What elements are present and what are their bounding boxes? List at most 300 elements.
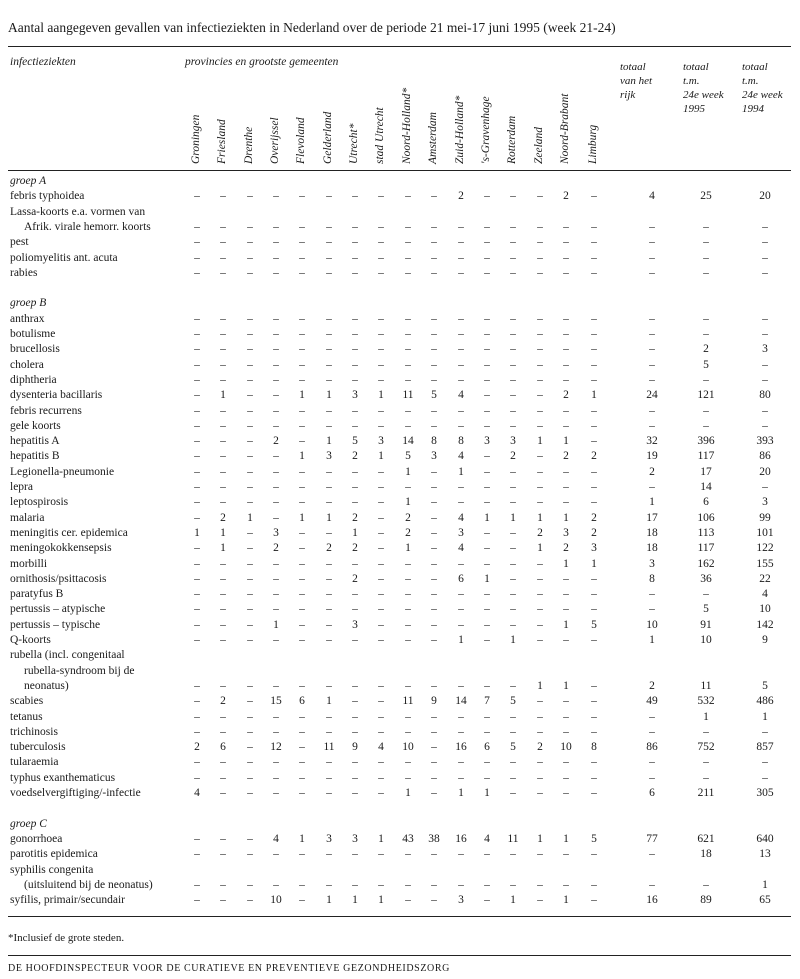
province-cell: – [405, 618, 411, 631]
group-label: groep A [10, 175, 47, 187]
table-row [0, 419, 800, 434]
bottom-rule [8, 916, 791, 917]
disease-label: meningokokkensepsis [10, 542, 112, 555]
province-cell: – [194, 236, 200, 249]
province-cell: – [458, 266, 464, 279]
total-cell: 22 [759, 572, 771, 585]
province-cell: 10 [560, 741, 572, 754]
province-cell: – [247, 848, 253, 861]
province-cell: – [326, 312, 332, 325]
province-cell: – [273, 557, 279, 570]
province-cell: – [352, 634, 358, 646]
province-cell: – [299, 312, 305, 325]
province-cell: – [194, 266, 200, 279]
total-cell: – [649, 725, 655, 738]
province-cell: – [299, 404, 305, 417]
province-cell: – [326, 373, 332, 386]
province-cell: – [591, 373, 597, 386]
province-cell: – [273, 710, 279, 723]
disease-label: pest [10, 236, 29, 249]
total-cell: – [762, 373, 768, 386]
province-cell: 1 [537, 511, 543, 524]
province-cell: – [352, 695, 358, 708]
province-cell: – [194, 878, 200, 891]
province-cell: – [405, 894, 411, 907]
province-cell: 1 [299, 389, 305, 402]
province-cell: – [247, 542, 253, 555]
province-cell: – [405, 771, 411, 784]
table-row [0, 664, 800, 679]
province-cell: – [352, 557, 358, 570]
province-cell: – [273, 220, 279, 233]
province-cell: – [326, 251, 332, 264]
province-cell: – [458, 373, 464, 386]
province-cell: – [273, 419, 279, 432]
province-cell: – [510, 787, 516, 799]
province-cell: – [194, 481, 200, 493]
province-cell: – [326, 190, 332, 203]
province-cell: – [352, 787, 358, 799]
province-cell: 1 [352, 894, 358, 907]
province-cell: – [484, 725, 490, 738]
province-cell: 11 [402, 389, 414, 402]
province-cell: – [484, 526, 490, 539]
total-cell: – [649, 588, 655, 601]
province-cell: 2 [591, 526, 597, 539]
table-row [0, 205, 800, 220]
total-cell: 25 [700, 190, 712, 203]
total-cell: – [649, 266, 655, 279]
province-cell: 1 [220, 389, 226, 402]
province-cell: 4 [458, 450, 464, 463]
province-column-header: Zuid-Holland* [454, 95, 466, 164]
province-cell: – [537, 220, 543, 233]
disease-label: neonatus) [24, 679, 69, 692]
province-cell: – [591, 787, 597, 799]
province-cell: – [591, 266, 597, 279]
province-cell: – [563, 343, 569, 356]
province-cell: 1 [563, 435, 569, 448]
disease-label: tuberculosis [10, 741, 66, 754]
province-cell: – [510, 266, 516, 279]
disease-label: syfilis, primair/secundair [10, 894, 125, 907]
province-cell: – [247, 251, 253, 264]
province-cell: – [326, 526, 332, 539]
province-cell: – [378, 526, 384, 539]
province-cell: 2 [220, 511, 226, 524]
province-cell: – [431, 236, 437, 249]
province-cell: 1 [405, 542, 411, 555]
province-cell: – [591, 190, 597, 203]
province-cell: – [352, 328, 358, 340]
province-cell: – [378, 496, 384, 509]
province-cell: – [431, 634, 437, 646]
province-cell: – [299, 266, 305, 279]
province-cell: – [431, 343, 437, 356]
province-cell: – [431, 878, 437, 891]
province-cell: 5 [352, 435, 358, 448]
total-cell: 99 [759, 511, 771, 524]
table-row [0, 373, 800, 388]
province-cell: – [537, 695, 543, 708]
province-cell: 2 [563, 542, 569, 555]
province-cell: 1 [326, 511, 332, 524]
province-cell: 9 [352, 741, 358, 754]
total-cell: – [649, 343, 655, 356]
province-cell: – [537, 389, 543, 402]
province-cell: – [537, 312, 543, 325]
province-cell: 43 [402, 832, 414, 845]
province-cell: – [458, 588, 464, 601]
table-row [0, 526, 800, 541]
total-cell: 155 [756, 557, 774, 570]
province-cell: – [326, 465, 332, 478]
province-cell: – [510, 251, 516, 264]
province-cell: – [563, 725, 569, 738]
province-cell: 2 [563, 190, 569, 203]
province-cell: – [537, 496, 543, 509]
province-cell: 2 [563, 389, 569, 402]
province-column-header: Drenthe [243, 126, 255, 164]
province-cell: – [220, 756, 226, 769]
table-row [0, 495, 800, 510]
disease-label: gele koorts [10, 419, 61, 432]
province-cell: – [591, 496, 597, 509]
province-cell: – [299, 679, 305, 692]
group-label: groep B [10, 297, 47, 310]
province-cell: – [352, 725, 358, 738]
province-cell: – [484, 404, 490, 417]
province-cell: – [247, 878, 253, 891]
province-cell: – [273, 251, 279, 264]
province-cell: – [405, 557, 411, 570]
group-row [0, 174, 800, 189]
province-cell: – [352, 465, 358, 478]
province-cell: – [378, 312, 384, 325]
province-cell: – [378, 848, 384, 861]
total-cell: – [762, 236, 768, 249]
province-cell: – [458, 220, 464, 233]
province-cell: 1 [537, 832, 543, 845]
province-cell: 1 [510, 634, 516, 646]
province-cell: – [247, 756, 253, 769]
province-cell: – [431, 542, 437, 555]
province-cell: – [431, 603, 437, 616]
province-cell: – [247, 404, 253, 417]
province-cell: – [431, 373, 437, 386]
province-cell: – [458, 419, 464, 432]
total-cell: 32 [646, 435, 658, 448]
total-cell: 10 [646, 618, 658, 631]
province-cell: 2 [273, 435, 279, 448]
province-column-header: 's-Gravenhage [480, 96, 492, 164]
province-cell: – [378, 190, 384, 203]
province-cell: – [194, 251, 200, 264]
province-cell: – [591, 756, 597, 769]
province-cell: – [247, 741, 253, 754]
province-cell: 2 [563, 450, 569, 463]
province-cell: – [510, 465, 516, 478]
province-cell: – [299, 572, 305, 585]
province-cell: – [431, 419, 437, 432]
province-cell: – [591, 251, 597, 264]
province-cell: 3 [352, 618, 358, 631]
province-cell: – [299, 603, 305, 616]
province-cell: – [378, 588, 384, 601]
total-1994-header: totaal t.m. 24e week 1994 [742, 61, 783, 115]
province-cell: – [431, 787, 437, 799]
province-cell: – [510, 373, 516, 386]
province-cell: – [194, 511, 200, 524]
province-cell: – [247, 695, 253, 708]
province-cell: – [563, 756, 569, 769]
province-column-header: Amsterdam [427, 112, 439, 164]
total-cell: – [703, 220, 709, 233]
province-cell: – [220, 266, 226, 279]
province-cell: – [299, 771, 305, 784]
province-cell: – [299, 787, 305, 799]
province-cell: – [247, 450, 253, 463]
province-cell: – [510, 679, 516, 692]
province-cell: – [510, 190, 516, 203]
table-row [0, 266, 800, 281]
province-cell: – [273, 725, 279, 738]
group-row [0, 296, 800, 311]
total-cell: 3 [762, 496, 768, 509]
province-cell: – [378, 236, 384, 249]
province-cell: – [405, 236, 411, 249]
province-cell: 4 [458, 511, 464, 524]
province-cell: – [247, 435, 253, 448]
total-cell: – [703, 588, 709, 601]
province-cell: 8 [458, 435, 464, 448]
table-row [0, 557, 800, 572]
province-cell: – [484, 358, 490, 371]
total-rijk-header: totaal van het rijk [620, 61, 653, 101]
province-column-header: Utrecht* [348, 123, 360, 164]
province-cell: – [591, 220, 597, 233]
province-cell: – [405, 634, 411, 646]
province-cell: – [326, 878, 332, 891]
province-cell: 3 [378, 435, 384, 448]
province-cell: 1 [378, 450, 384, 463]
province-cell: – [247, 236, 253, 249]
province-cell: – [484, 771, 490, 784]
province-cell: – [537, 343, 543, 356]
province-cell: – [405, 710, 411, 723]
province-cell: – [591, 679, 597, 692]
disease-label: Afrik. virale hemorr. koorts [24, 220, 151, 233]
province-cell: – [484, 419, 490, 432]
province-cell: – [378, 358, 384, 371]
table-row [0, 832, 800, 847]
total-cell: 86 [646, 741, 658, 754]
province-cell: – [326, 343, 332, 356]
province-cell: 5 [405, 450, 411, 463]
province-cell: – [563, 220, 569, 233]
province-cell: – [299, 526, 305, 539]
province-cell: – [378, 373, 384, 386]
province-cell: – [194, 404, 200, 417]
province-cell: – [563, 878, 569, 891]
table-row [0, 449, 800, 464]
province-cell: – [352, 358, 358, 371]
spacer-row [0, 801, 800, 816]
province-cell: – [563, 710, 569, 723]
province-cell: – [194, 679, 200, 692]
province-cell: – [299, 618, 305, 631]
province-column-header: Noord-Brabant [559, 93, 571, 164]
province-cell: – [247, 710, 253, 723]
province-cell: – [378, 404, 384, 417]
province-cell: – [431, 465, 437, 478]
province-cell: – [299, 190, 305, 203]
province-cell: – [220, 328, 226, 340]
total-cell: 86 [759, 450, 771, 463]
province-cell: 2 [591, 450, 597, 463]
province-cell: – [484, 710, 490, 723]
province-cell: 2 [194, 741, 200, 754]
province-cell: – [458, 481, 464, 493]
table-row [0, 710, 800, 725]
province-cell: – [405, 603, 411, 616]
province-cell: – [194, 435, 200, 448]
province-cell: 1 [458, 465, 464, 478]
province-cell: – [431, 557, 437, 570]
province-cell: – [510, 358, 516, 371]
province-cell: – [484, 220, 490, 233]
province-cell: – [591, 771, 597, 784]
province-cell: – [537, 190, 543, 203]
total-cell: – [649, 481, 655, 493]
province-cell: – [194, 465, 200, 478]
total-cell: 121 [697, 389, 715, 402]
province-cell: – [537, 618, 543, 631]
province-cell: – [299, 557, 305, 570]
province-cell: – [405, 373, 411, 386]
province-cell: – [194, 894, 200, 907]
province-cell: 1 [537, 542, 543, 555]
total-cell: – [649, 328, 655, 340]
table-title: Aantal aangegeven gevallen van infectieziekten in Nederland over de periode 21 mei-17 juni 1995 (week 21-24) [8, 20, 616, 35]
province-cell: – [273, 312, 279, 325]
province-cell: – [220, 848, 226, 861]
province-cell: – [194, 695, 200, 708]
disease-label: (uitsluitend bij de neonatus) [24, 878, 153, 891]
province-cell: – [273, 496, 279, 509]
province-cell: – [299, 358, 305, 371]
province-cell: – [299, 894, 305, 907]
province-cell: 6 [299, 695, 305, 708]
province-cell: – [220, 496, 226, 509]
province-cell: – [220, 894, 226, 907]
total-cell: 1 [762, 710, 768, 723]
province-cell: – [591, 481, 597, 493]
province-cell: – [273, 511, 279, 524]
footer-rule [8, 955, 791, 956]
province-cell: – [431, 588, 437, 601]
disease-label: gonorrhoea [10, 832, 63, 845]
province-cell: – [194, 832, 200, 845]
province-cell: – [352, 710, 358, 723]
total-cell: – [703, 373, 709, 386]
province-cell: – [194, 312, 200, 325]
province-cell: – [273, 236, 279, 249]
province-cell: – [563, 465, 569, 478]
disease-label: tetanus [10, 710, 43, 723]
total-cell: 6 [649, 787, 655, 799]
total-cell: – [649, 603, 655, 616]
province-cell: – [247, 771, 253, 784]
province-cell: – [591, 343, 597, 356]
province-cell: – [352, 588, 358, 601]
table-row [0, 189, 800, 204]
province-cell: – [510, 343, 516, 356]
spacer-row [0, 281, 800, 296]
total-cell: 532 [697, 695, 715, 708]
province-cell: – [484, 343, 490, 356]
province-cell: – [247, 557, 253, 570]
total-cell: 2 [703, 343, 709, 356]
disease-label: febris typhoidea [10, 190, 85, 203]
footnote: *Inclusief de grote steden. [8, 932, 125, 944]
province-cell: – [591, 312, 597, 325]
total-cell: 2 [649, 465, 655, 478]
province-column-header: Gelderland [322, 111, 334, 164]
province-cell: 16 [455, 832, 467, 845]
province-cell: – [563, 312, 569, 325]
province-cell: – [591, 848, 597, 861]
province-cell: 1 [405, 496, 411, 509]
total-cell: 10 [759, 603, 771, 616]
province-cell: – [326, 618, 332, 631]
disease-label: tularaemia [10, 756, 59, 769]
province-column-header: Zeeland [533, 126, 545, 164]
province-cell: – [510, 526, 516, 539]
province-cell: – [431, 741, 437, 754]
province-cell: 1 [510, 894, 516, 907]
province-cell: – [352, 848, 358, 861]
province-cell: – [563, 572, 569, 585]
province-cell: – [273, 603, 279, 616]
province-cell: – [299, 634, 305, 646]
province-cell: – [563, 695, 569, 708]
province-cell: – [563, 848, 569, 861]
province-cell: – [537, 251, 543, 264]
province-cell: – [484, 251, 490, 264]
province-cell: – [220, 419, 226, 432]
province-cell: 1 [563, 679, 569, 692]
total-cell: – [649, 358, 655, 371]
province-cell: – [431, 481, 437, 493]
province-cell: – [220, 190, 226, 203]
province-cell: 8 [591, 741, 597, 754]
province-cell: 1 [247, 511, 253, 524]
province-cell: – [405, 679, 411, 692]
total-cell: 11 [700, 679, 712, 692]
province-cell: – [220, 603, 226, 616]
province-cell: – [405, 251, 411, 264]
province-cell: – [431, 251, 437, 264]
province-cell: – [591, 404, 597, 417]
province-cell: – [352, 266, 358, 279]
province-cell: – [431, 848, 437, 861]
province-cell: – [352, 419, 358, 432]
province-cell: – [220, 771, 226, 784]
province-cell: – [537, 481, 543, 493]
province-cell: – [484, 588, 490, 601]
province-cell: – [378, 572, 384, 585]
